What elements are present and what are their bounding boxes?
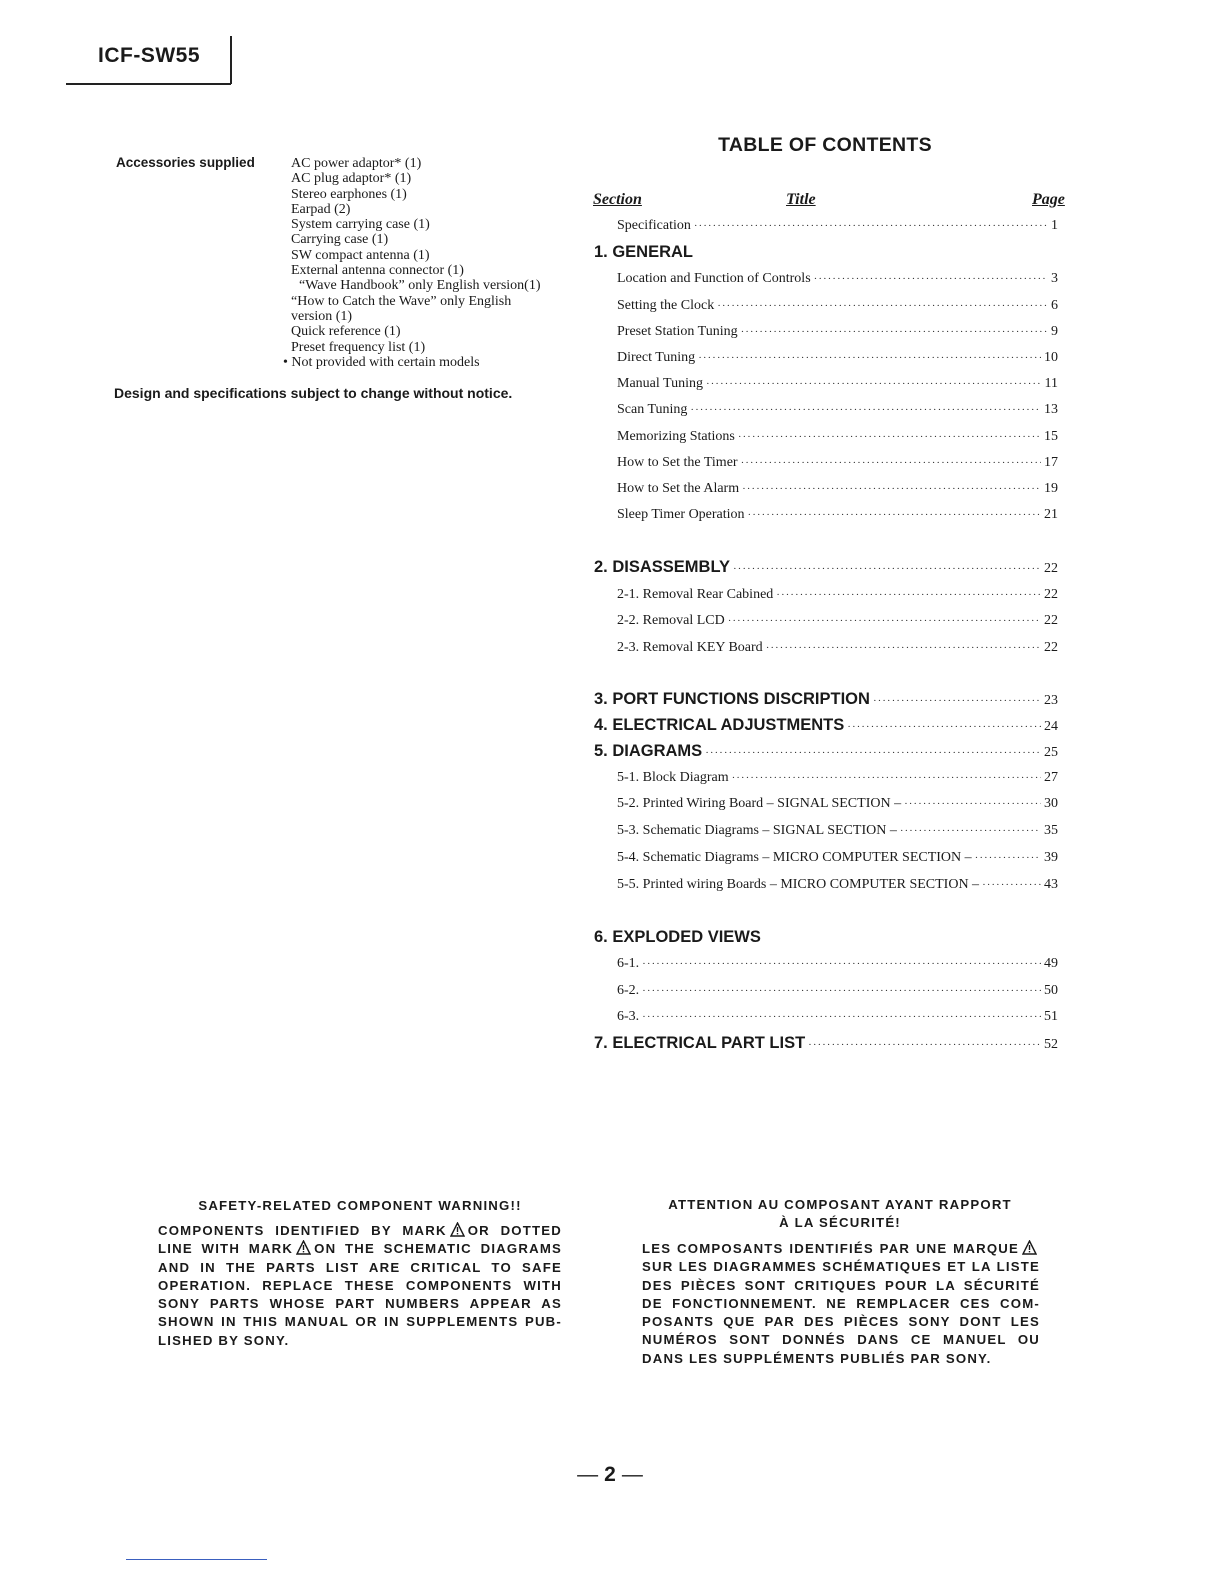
safety-warning-body: COMPONENTS IDENTIFIED BY MARK OR DOTTED LINE WITH MARK ON THE SCHEMATIC DIAGRAMS AND IN THE PARTS LIST ARE CRITICAL TO SAFE OPERATION. REPLACE THESE COMPONENTS WITH SONY PARTS WHOSE PART NUMBERS APPEAR AS SHOWN IN THIS MANUAL OR IN SUPPLEMENTS PUB- LISHED BY SONY. [158, 1223, 562, 1348]
safety-warning-title: SAFETY-RELATED COMPONENT WARNING!! [198, 1198, 522, 1213]
toc-title: TABLE OF CONTENTS [718, 134, 932, 156]
toc-entry: 6-1. ····· 49 [617, 956, 1058, 972]
warning-triangle-icon [450, 1222, 465, 1237]
toc-entry-specification: Specification ····· 1 [617, 218, 1058, 234]
toc-entry: 5-4. Schematic Diagrams – MICRO COMPUTER SECTION – ····· 39 [617, 850, 1058, 866]
toc-entry: 2-2. Removal LCD ····· 22 [617, 613, 1058, 629]
toc-entry: 5-1. Block Diagram ····· 27 [617, 770, 1058, 786]
toc-entry: 5-2. Printed Wiring Board – SIGNAL SECTION – ····· 30 [617, 796, 1058, 812]
toc-entry: 6-3. ····· 51 [617, 1009, 1058, 1025]
footer-rule [126, 1559, 267, 1560]
accessories-heading: Accessories supplied [116, 155, 255, 170]
toc-entry: Sleep Timer Operation ····· 21 [617, 507, 1058, 523]
toc-column-section: Section [593, 191, 642, 208]
accessory-item: “Wave Handbook” only English version(1) [299, 278, 541, 294]
toc-entry: How to Set the Timer ····· 17 [617, 455, 1058, 471]
accessory-item: Preset frequency list (1) [291, 339, 426, 355]
toc-heading-port-functions: 3. PORT FUNCTIONS DISCRIPTION ····· 23 [594, 690, 1058, 709]
accessory-item: SW compact antenna (1) [291, 247, 430, 263]
toc-entry: Preset Station Tuning ····· 9 [617, 324, 1058, 340]
page-number: — 2 — [577, 1463, 643, 1486]
toc-heading-diagrams: 5. DIAGRAMS ····· 25 [594, 742, 1058, 761]
toc-entry: Location and Function of Controls ····· 3 [617, 271, 1058, 287]
toc-entry: 6-2. ····· 50 [617, 983, 1058, 999]
design-note: Design and specifications subject to change without notice. [114, 385, 513, 401]
accessory-item: “How to Catch the Wave” only English [291, 293, 512, 309]
toc-entry: 5-3. Schematic Diagrams – SIGNAL SECTION – ····· 35 [617, 823, 1058, 839]
accessory-item: System carrying case (1) [291, 217, 430, 233]
accessories-list [283, 156, 571, 370]
safety-warning-title-fr: ATTENTION AU COMPOSANT AYANT RAPPORT À LA SÉCURITÉ! [668, 1197, 1012, 1230]
toc-heading-disassembly: 2. DISASSEMBLY ····· 22 [594, 558, 1058, 577]
accessory-item: AC plug adaptor* (1) [291, 171, 412, 187]
accessory-item: Carrying case (1) [291, 232, 389, 248]
toc-heading-exploded-views: 6. EXPLODED VIEWS [594, 928, 761, 946]
accessory-item: AC power adaptor* (1) [291, 156, 422, 171]
toc-heading-general: 1. GENERAL [594, 243, 694, 261]
toc-entry: 2-3. Removal KEY Board ····· 22 [617, 640, 1058, 656]
toc-column-page: Page [1032, 191, 1065, 208]
model-title: ICF-SW55 [98, 44, 201, 67]
toc-column-title: Title [786, 191, 816, 208]
toc-entry: Setting the Clock ····· 6 [617, 298, 1058, 314]
accessory-item: version (1) [291, 308, 353, 324]
accessory-item: Stereo earphones (1) [291, 186, 407, 202]
toc-entry: 5-5. Printed wiring Boards – MICRO COMPUTER SECTION – ····· 43 [617, 877, 1058, 893]
toc-heading-electrical-part-list: 7. ELECTRICAL PART LIST ····· 52 [594, 1034, 1058, 1053]
safety-warning-body-fr: LES COMPOSANTS IDENTIFIÉS PAR UNE MARQUE SUR LES DIAGRAMMES SCHÉMATIQUES ET LA LISTE DES PIÈCES SONT CRITIQUES POUR LA SÉCURITÉ DE FONCTIONNEMENT. NE REMPLACER CES COM- POSANTS QUE PAR DES PIÈCES SONY DONT LES NUMÉROS SONT DONNÉS DANS CE MANUEL OU DANS LES SUPPLÉMENTS PUBLIÉS PAR SONY. [642, 1241, 1040, 1366]
warning-triangle-icon [296, 1240, 311, 1255]
toc-entry: How to Set the Alarm ····· 19 [617, 481, 1058, 497]
toc-entry: Direct Tuning ····· 10 [617, 350, 1058, 366]
accessory-footnote: • Not provided with certain models [283, 354, 480, 370]
toc-entry: Scan Tuning ····· 13 [617, 402, 1058, 418]
accessory-item: External antenna connector (1) [291, 263, 464, 279]
accessory-item: Earpad (2) [291, 201, 351, 217]
toc-heading-electrical-adjustments: 4. ELECTRICAL ADJUSTMENTS ····· 24 [594, 716, 1058, 735]
header-divider-vertical [230, 36, 232, 84]
toc-entry: 2-1. Removal Rear Cabined ····· 22 [617, 587, 1058, 603]
warning-triangle-icon [1022, 1240, 1037, 1255]
toc-entry: Manual Tuning ····· 11 [617, 376, 1058, 392]
toc-entry: Memorizing Stations ····· 15 [617, 429, 1058, 445]
accessory-item: Quick reference (1) [291, 324, 401, 340]
header-divider-horizontal [66, 83, 231, 85]
